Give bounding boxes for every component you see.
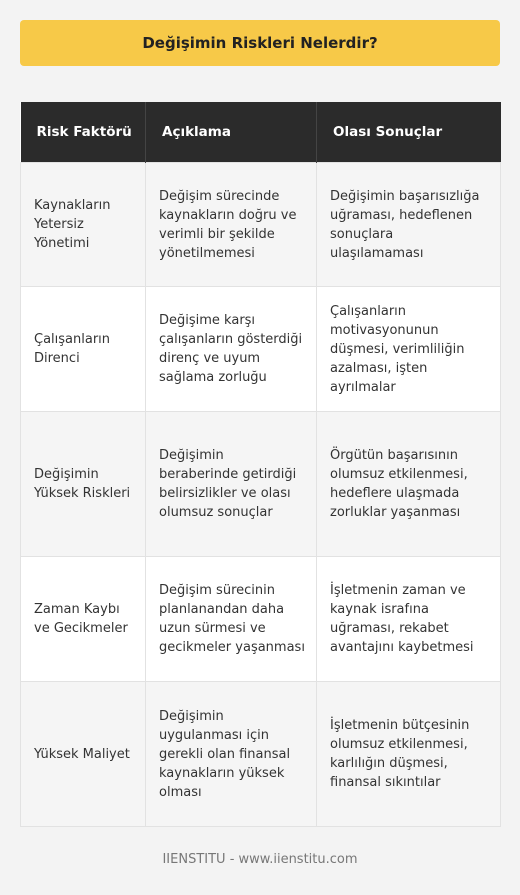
risk-table — [20, 102, 501, 827]
table-row — [21, 557, 501, 682]
cell-outcome: Örgütün başarısının olumsuz etkilenmesi, hedeflere ulaşmada zorluklar yaşanması — [317, 412, 501, 557]
footer-credit: IIENSTITU - www.iienstitu.com — [162, 852, 358, 867]
table-row — [21, 287, 501, 412]
cell-description: Değişim sürecinde kaynakların doğru ve verimli bir şekilde yönetilmemesi — [146, 163, 317, 287]
header-risk-factor: Risk Faktörü — [21, 102, 146, 163]
cell-risk-factor: Yüksek Maliyet — [21, 682, 146, 827]
table-row — [21, 163, 501, 287]
table-row — [21, 412, 501, 557]
cell-risk-factor: Zaman Kaybı ve Gecikmeler — [21, 557, 146, 682]
cell-outcome: İşletmenin bütçesinin olumsuz etkilenmesi, karlılığın düşmesi, finansal sıkıntılar — [317, 682, 501, 827]
page-title: Değişimin Riskleri Nelerdir? — [142, 34, 378, 52]
cell-description: Değişimin beraberinde getirdiği belirsizlikler ve olası olumsuz sonuçlar — [146, 412, 317, 557]
cell-risk-factor: Kaynakların Yetersiz Yönetimi — [21, 163, 146, 287]
cell-description: Değişim sürecinin planlanandan daha uzun sürmesi ve gecikmeler yaşanması — [146, 557, 317, 682]
table-header-row — [21, 102, 501, 163]
cell-outcome: İşletmenin zaman ve kaynak israfına uğraması, rekabet avantajını kaybetmesi — [317, 557, 501, 682]
cell-description: Değişimin uygulanması için gerekli olan finansal kaynakların yüksek olması — [146, 682, 317, 827]
cell-risk-factor: Değişimin Yüksek Riskleri — [21, 412, 146, 557]
cell-risk-factor: Çalışanların Direnci — [21, 287, 146, 412]
cell-outcome: Değişimin başarısızlığa uğraması, hedeflenen sonuçlara ulaşılamaması — [317, 163, 501, 287]
cell-outcome: Çalışanların motivasyonunun düşmesi, verimliliğin azalması, işten ayrılmalar — [317, 287, 501, 412]
title-banner — [20, 20, 500, 66]
header-outcomes: Olası Sonuçlar — [317, 102, 501, 163]
table-row — [21, 682, 501, 827]
cell-description: Değişime karşı çalışanların gösterdiği direnç ve uyum sağlama zorluğu — [146, 287, 317, 412]
header-description: Açıklama — [146, 102, 317, 163]
